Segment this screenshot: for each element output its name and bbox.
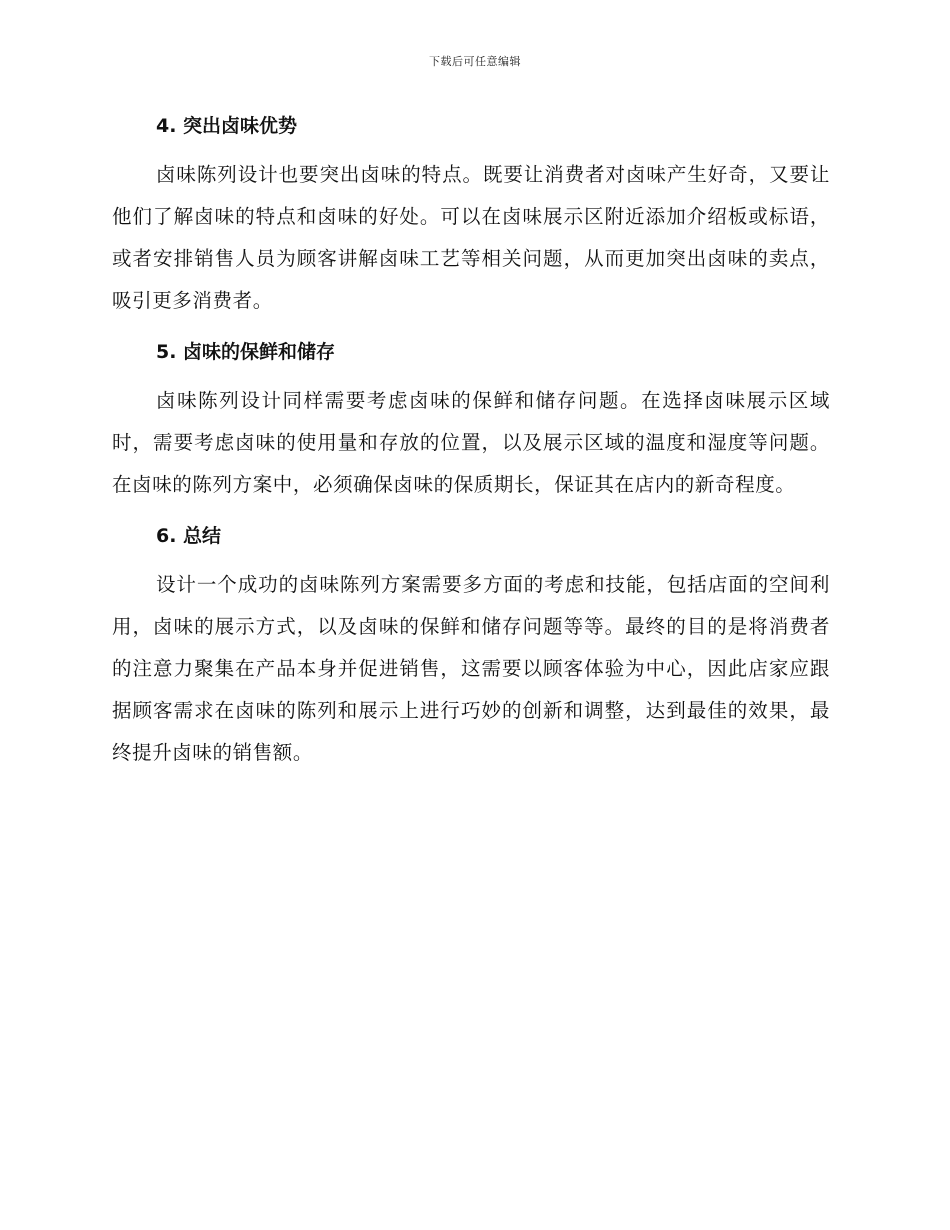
section-heading: 5. 卤味的保鲜和储存	[156, 341, 336, 363]
section-preservation-storage	[112, 336, 830, 506]
section-paragraph: 卤味陈列设计也要突出卤味的特点。既要让消费者对卤味产生好奇，又要让他们了解卤味的特点和卤味的好处。可以在卤味展示区附近添加介绍板或标语，或者安排销售人员为顾客讲解卤味工艺等相关问题，从而更加突出卤味的卖点，吸引更多消费者。	[112, 163, 830, 312]
section-paragraph: 设计一个成功的卤味陈列方案需要多方面的考虑和技能，包括店面的空间利用，卤味的展示方式，以及卤味的保鲜和储存问题等等。最终的目的是将消费者的注意力聚集在产品本身并促进销售，这需要以顾客体验为中心，因此店家应跟据顾客需求在卤味的陈列和展示上进行巧妙的创新和调整，达到最佳的效果，最终提升卤味的销售额。	[112, 573, 830, 764]
document-body	[112, 110, 830, 788]
section-heading: 4. 突出卤味优势	[156, 115, 298, 137]
section-heading: 6. 总结	[156, 525, 222, 547]
section-paragraph: 卤味陈列设计同样需要考虑卤味的保鲜和储存问题。在选择卤味展示区域时，需要考虑卤味的使用量和存放的位置，以及展示区域的温度和湿度等问题。在卤味的陈列方案中，必须确保卤味的保质期长，保证其在店内的新奇程度。	[112, 389, 830, 496]
header-note: 下载后可任意编辑	[429, 55, 521, 68]
section-summary	[112, 520, 830, 774]
section-highlight-advantages	[112, 110, 830, 322]
